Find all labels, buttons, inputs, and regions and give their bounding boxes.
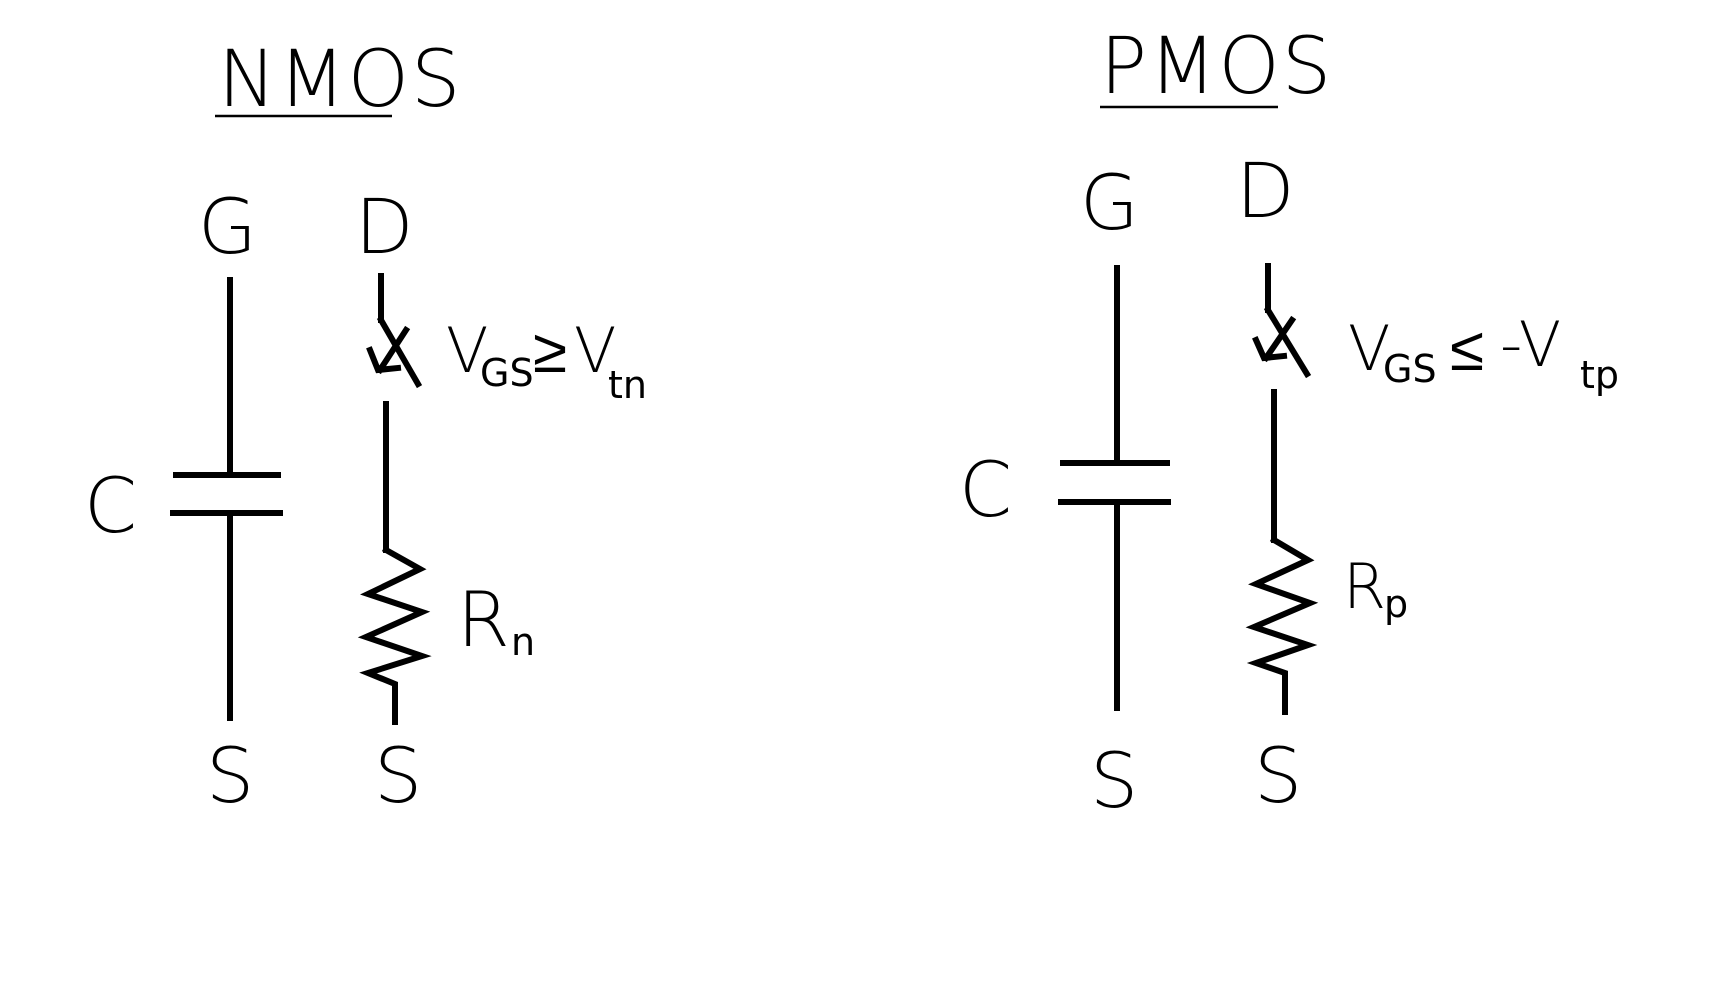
nmos-cond-rhs-sub: tn — [608, 363, 647, 407]
pmos-model — [959, 22, 1619, 825]
nmos-cond-rhs: V — [574, 314, 617, 387]
nmos-on-resistor — [366, 550, 422, 722]
pmos-cond-v: V — [1348, 312, 1391, 385]
nmos-resistor-label — [457, 575, 535, 664]
pmos-cond-op: ≤ — [1450, 312, 1485, 385]
pmos-on-resistor — [1254, 540, 1310, 712]
pmos-capacitor-label: C — [959, 445, 1013, 534]
pmos-resistor-label — [1343, 550, 1408, 626]
nmos-capacitor-label: C — [84, 461, 138, 550]
pmos-switch — [1256, 266, 1307, 540]
pmos-switch-condition — [1348, 308, 1619, 397]
nmos-source-label-cap: S — [206, 731, 255, 820]
nmos-gate-label: G — [198, 182, 257, 271]
pmos-gate-label: G — [1080, 158, 1139, 247]
nmos-source-label-res: S — [374, 731, 423, 820]
nmos-drain-label: D — [355, 182, 414, 271]
nmos-res-r: R — [457, 575, 510, 664]
pmos-source-label-cap: S — [1090, 736, 1139, 825]
pmos-cond-v-sub: GS — [1383, 347, 1437, 391]
nmos-gate-capacitor — [173, 280, 280, 718]
pmos-res-r-sub: p — [1384, 582, 1409, 626]
nmos-res-r-sub: n — [511, 620, 536, 664]
pmos-title: PMOS — [1100, 22, 1334, 112]
pmos-drain-label: D — [1236, 146, 1295, 235]
nmos-switch-condition — [446, 314, 647, 407]
pmos-cond-rhs-sub: tp — [1580, 353, 1620, 397]
nmos-cond-v: V — [446, 314, 489, 387]
nmos-switch — [370, 276, 418, 550]
pmos-cond-rhs: -V — [1500, 308, 1562, 381]
nmos-cond-v-sub: GS — [480, 351, 534, 395]
nmos-title: NMOS — [218, 35, 463, 125]
pmos-gate-capacitor — [1061, 268, 1168, 708]
nmos-model — [84, 35, 647, 820]
pmos-source-label-res: S — [1254, 731, 1303, 820]
pmos-res-r: R — [1343, 550, 1387, 623]
nmos-cond-op: ≥ — [533, 314, 568, 387]
